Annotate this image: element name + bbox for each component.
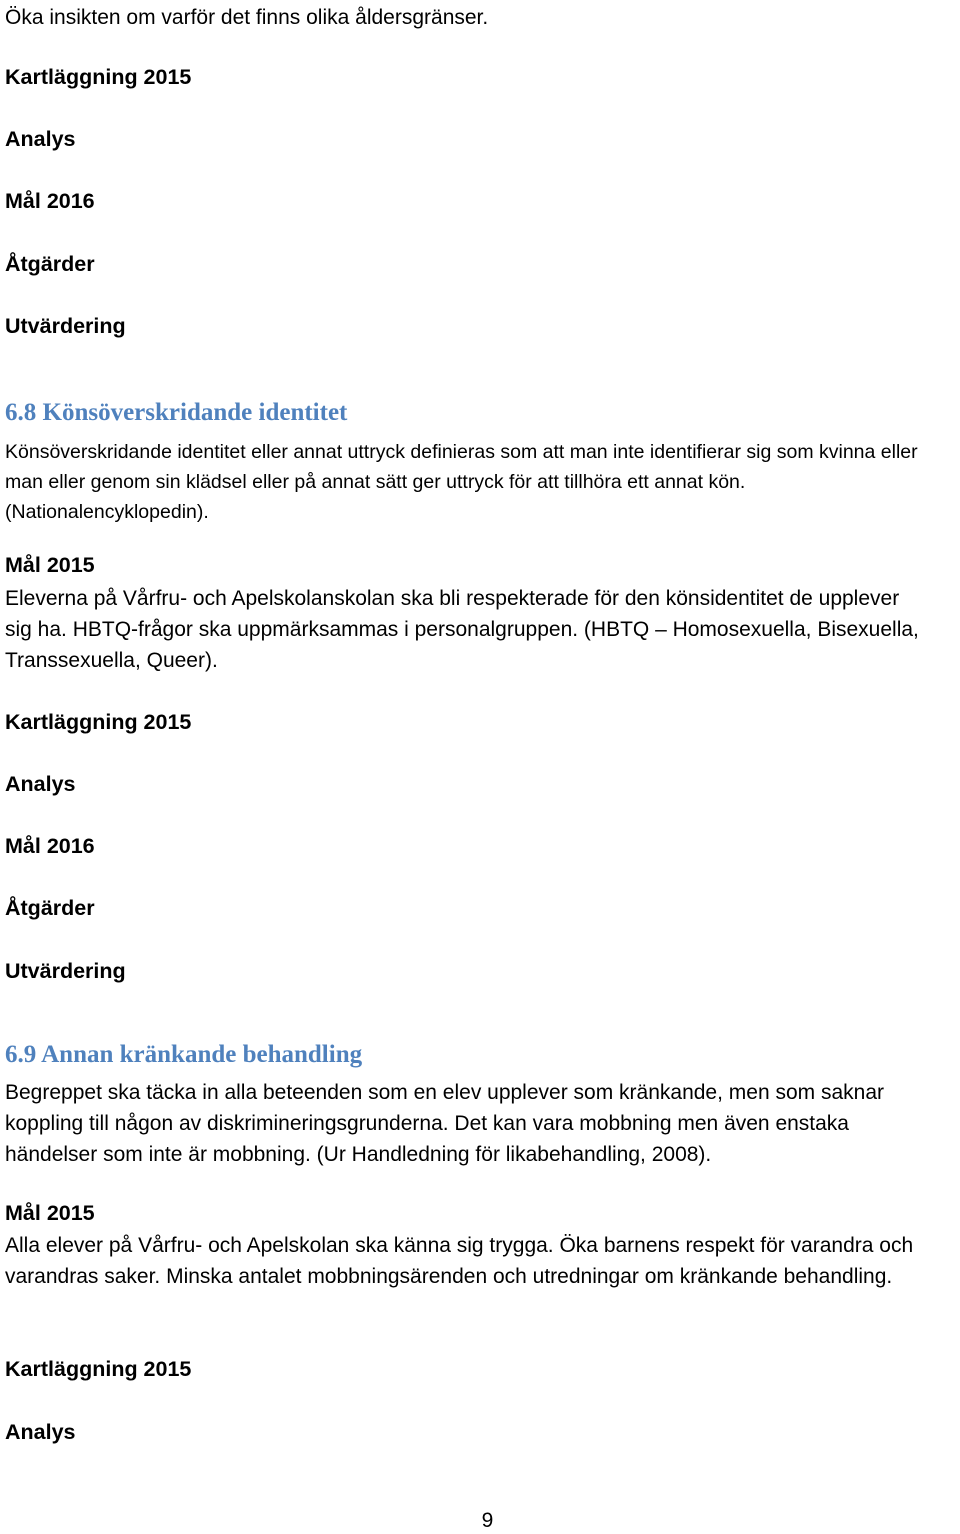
section-heading-6-8: 6.8 Könsöverskridande identitet [5, 399, 348, 426]
page-number: 9 [481, 1509, 494, 1532]
analys-label-1: Analys [5, 127, 76, 151]
mal2016-label-1: Mål 2016 [5, 189, 95, 213]
section-heading-6-9: 6.9 Annan kränkande behandling [5, 1041, 363, 1068]
analys-label-3: Analys [5, 1420, 76, 1444]
mal2015-text-6-9: Alla elever på Vårfru- och Apelskolan ska känna sig trygga. Öka barnens respekt för varandra och varandras saker. Minska antalet mobbningsärenden och utredningar om kränkande behandling. [5, 1234, 914, 1288]
utvardering-label-2: Utvärdering [5, 959, 126, 983]
mal2015-label-6-9: Mål 2015 [5, 1201, 95, 1225]
utvardering-label-1: Utvärdering [5, 314, 126, 338]
mal2016-label-2: Mål 2016 [5, 834, 95, 858]
analys-label-2: Analys [5, 772, 76, 796]
atgarder-label-2: Åtgärder [5, 896, 95, 920]
mal2015-text-6-8: Eleverna på Vårfru- och Apelskolanskolan ska bli respekterade för den könsidentitet de upplever sig ha. HBTQ-frågor ska uppmärksammas i personalgruppen. (HBTQ – Homosexuella, Bisexuella, Transsexuella, Queer). [5, 587, 919, 672]
atgarder-label-1: Åtgärder [5, 252, 95, 276]
intro-line: Öka insikten om varför det finns olika åldersgränser. [5, 6, 489, 29]
definition-6-8: Könsöverskridande identitet eller annat uttryck definieras som att man inte identifierar sig som kvinna eller man eller genom sin klädsel eller på annat sätt ger uttryck för att tillhöra ett annat kön. (Nationalencyklopedin). [5, 441, 918, 523]
definition-6-9: Begreppet ska täcka in alla beteenden som en elev upplever som kränkande, men som saknar koppling till någon av diskrimineringsgrunderna. Det kan vara mobbning men även enstaka händelser som inte är mobbning. (Ur Handledning för likabehandling, 2008). [5, 1081, 885, 1166]
mal2015-label-6-8: Mål 2015 [5, 553, 95, 577]
kartlaggning-label-2: Kartläggning 2015 [5, 710, 192, 734]
kartlaggning-label-1: Kartläggning 2015 [5, 65, 192, 89]
kartlaggning-label-3: Kartläggning 2015 [5, 1357, 192, 1381]
